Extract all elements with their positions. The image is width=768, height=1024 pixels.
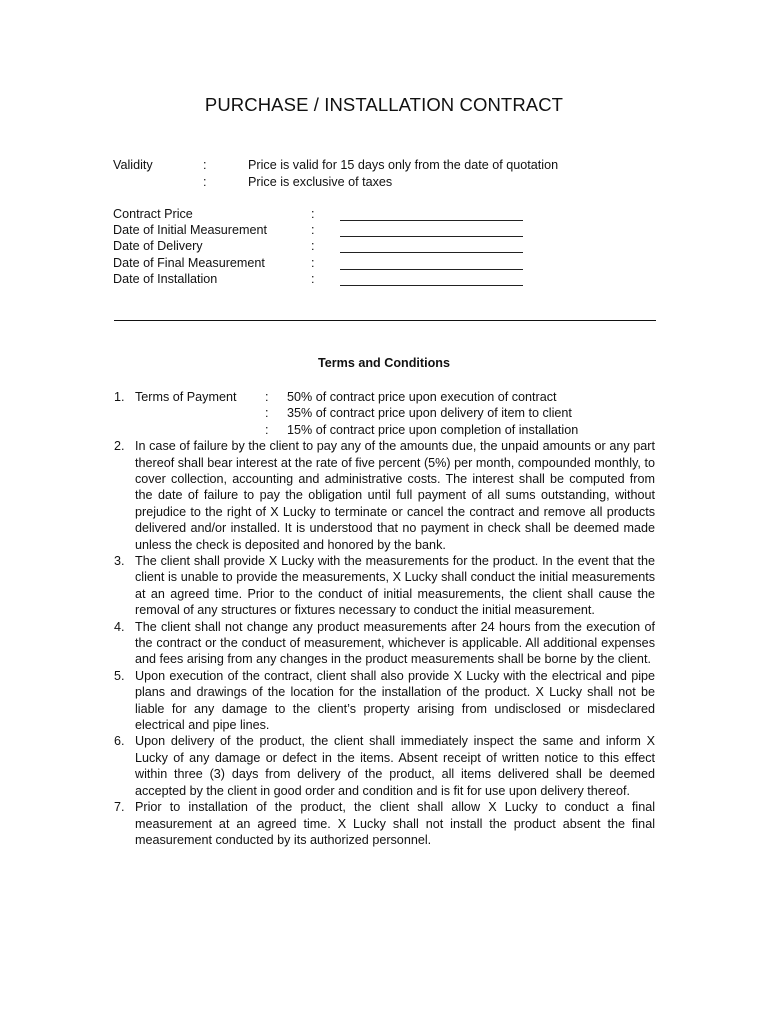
field-label-installation: Date of Installation: [113, 272, 218, 286]
field-label-final-measurement: Date of Final Measurement: [113, 256, 265, 270]
field-label-contract-price: Contract Price: [113, 207, 193, 221]
installation-blank[interactable]: [340, 285, 523, 286]
item-number: 7.: [114, 800, 125, 815]
contract-price-blank[interactable]: [340, 220, 523, 221]
field-colon: :: [311, 272, 315, 286]
field-colon: :: [311, 239, 315, 253]
term-text: Upon delivery of the product, the client shall immediately inspect the same and inform X Lucky of any damage or defect in the items. Absent receipt of written notice to this effect within three (3) days from delivery of the product, all items delivered shall be deemed accepted by the client in good order and condition and is fit for use upon delivery thereof.: [135, 734, 655, 798]
field-colon: :: [311, 223, 315, 237]
list-item: [114, 553, 655, 619]
term-text: In case of failure by the client to pay any of the amounts due, the unpaid amounts or any part thereof shall bear interest at the rate of five percent (5%) per month, compounded monthly, to cover collection, accounting and administrative costs. The interest shall be computed from the date of failure to pay the obligation until full payment of all sums outstanding, without prejudice to the right of X Lucky to terminate or cancel the contract and remove all products delivered and/or installed. It is understood that no payment in check shall be deemed made unless the check is deposited and honored by the bank.: [135, 439, 655, 552]
payment-line-1: 50% of contract price upon execution of contract: [287, 390, 557, 404]
item-number: 2.: [114, 439, 125, 454]
terms-list: [114, 389, 655, 848]
field-label-initial-measurement: Date of Initial Measurement: [113, 223, 267, 237]
item-number: 3.: [114, 554, 125, 569]
list-item: [114, 668, 655, 734]
validity-colon-1: :: [203, 158, 207, 172]
field-label-delivery: Date of Delivery: [113, 239, 203, 253]
validity-colon-2: :: [203, 175, 207, 189]
payment-colon: :: [265, 406, 269, 421]
field-colon: :: [311, 207, 315, 221]
item-number: 4.: [114, 619, 125, 634]
list-item: [114, 799, 655, 848]
payment-label: Terms of Payment: [135, 390, 237, 404]
term-text: Upon execution of the contract, client shall also provide X Lucky with the electrical and pipe plans and drawings of the location for the installation of the product. X Lucky shall not be liable for any damage to the client’s property arising from undisclosed or misdeclared electrical and pipe lines.: [135, 668, 655, 733]
final-measurement-blank[interactable]: [340, 269, 523, 270]
document-title: PURCHASE / INSTALLATION CONTRACT: [204, 94, 564, 115]
field-colon: :: [311, 256, 315, 270]
item-number: 6.: [114, 734, 125, 749]
payment-colon: :: [265, 422, 269, 437]
terms-heading: Terms and Conditions: [317, 356, 450, 370]
payment-colon: :: [265, 390, 269, 404]
list-item: [114, 733, 655, 799]
delivery-blank[interactable]: [340, 252, 523, 253]
payment-line-3: 15% of contract price upon completion of installation: [287, 422, 579, 437]
term-text: Prior to installation of the product, the client shall allow X Lucky to conduct a final measurement at an agreed time. X Lucky shall not install the product absent the final measurement conducted by its authorized personnel.: [135, 800, 655, 847]
validity-line-2: Price is exclusive of taxes: [248, 175, 393, 189]
list-item: [114, 619, 655, 668]
validity-line-1: Price is valid for 15 days only from the date of quotation: [248, 158, 559, 172]
payment-line-2: 35% of contract price upon delivery of item to client: [287, 406, 572, 421]
initial-measurement-blank[interactable]: [340, 236, 523, 237]
section-divider: [114, 320, 656, 321]
list-item: [114, 438, 655, 553]
term-text: The client shall provide X Lucky with the measurements for the product. In the event that the client is unable to provide the measurements, X Lucky shall conduct the initial measurements at an agreed time. Prior to the conduct of initial measurements, the client shall cause the removal of any structures or fixtures necessary to conduct the initial measurement.: [135, 554, 655, 618]
item-number: 1.: [114, 390, 125, 404]
validity-label: Validity: [113, 158, 153, 172]
term-text: The client shall not change any product measurements after 24 hours from the execution of the contract or the conduct of measurement, whichever is applicable. All additional expenses and fees arising from any changes in the product measurements shall be borne by the client.: [135, 619, 655, 667]
list-item: [114, 389, 655, 438]
item-number: 5.: [114, 668, 125, 683]
